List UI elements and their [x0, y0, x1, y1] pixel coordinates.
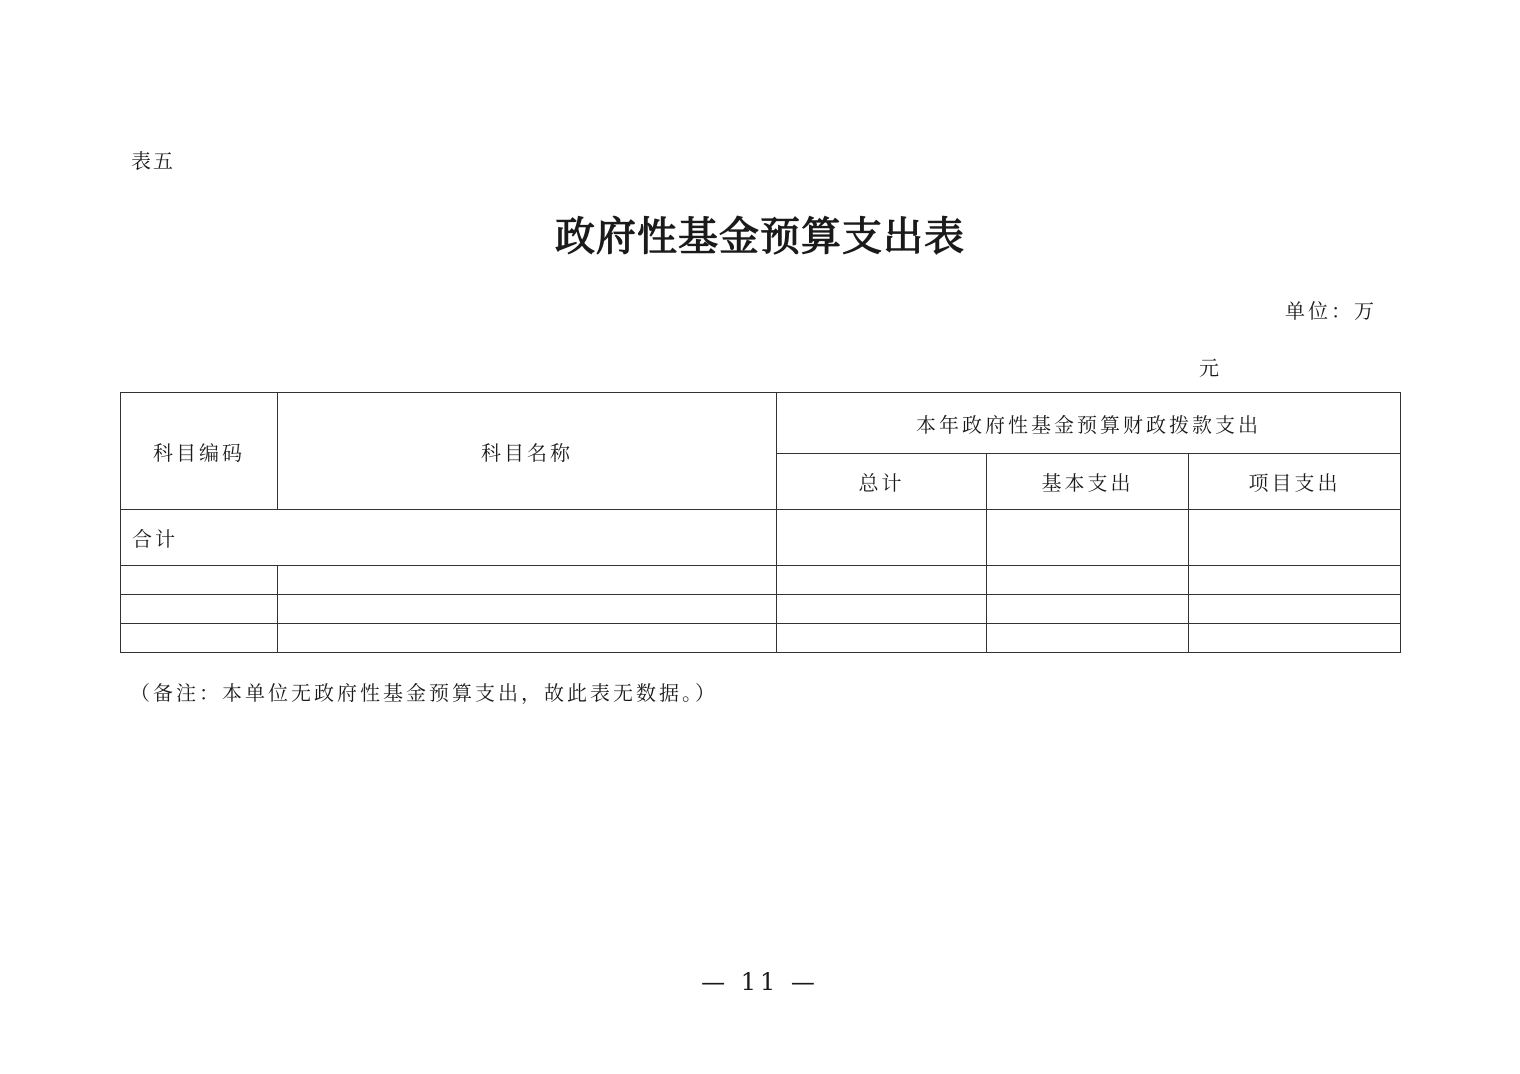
table-label: 表五 [131, 149, 175, 173]
column-header-total: 总计 [777, 454, 987, 510]
table-row [121, 624, 1401, 653]
unit-label-continued: 元 [1199, 356, 1219, 380]
budget-table [120, 392, 1401, 653]
page-title: 政府性基金预算支出表 [555, 213, 965, 260]
column-group-header: 本年政府性基金预算财政拨款支出 [777, 393, 1401, 454]
total-row-basic-cell [987, 510, 1189, 566]
table-cell [987, 595, 1189, 624]
column-header-basic: 基本支出 [987, 454, 1189, 510]
table-cell [121, 566, 278, 595]
table-cell [121, 595, 278, 624]
table-cell [1189, 566, 1401, 595]
table-cell [278, 624, 777, 653]
table-cell [777, 595, 987, 624]
table-row [121, 566, 1401, 595]
table-cell [1189, 624, 1401, 653]
table-cell [777, 566, 987, 595]
total-row-label: 合计 [121, 510, 777, 566]
table-cell [1189, 595, 1401, 624]
table-cell [987, 624, 1189, 653]
table-header-row [121, 393, 1401, 454]
table-cell [777, 624, 987, 653]
table-cell [278, 566, 777, 595]
column-header-project: 项目支出 [1189, 454, 1401, 510]
column-header-code: 科目编码 [121, 393, 278, 510]
table-cell [121, 624, 278, 653]
total-row [121, 510, 1401, 566]
total-row-project-cell [1189, 510, 1401, 566]
table-cell [987, 566, 1189, 595]
page-number: — 11 — [701, 968, 819, 996]
column-header-name: 科目名称 [278, 393, 777, 510]
total-row-total-cell [777, 510, 987, 566]
table-note: （备注：本单位无政府性基金预算支出，故此表无数据。） [130, 681, 718, 705]
unit-label: 单位：万 [1285, 299, 1377, 323]
table-cell [278, 595, 777, 624]
table-row [121, 595, 1401, 624]
